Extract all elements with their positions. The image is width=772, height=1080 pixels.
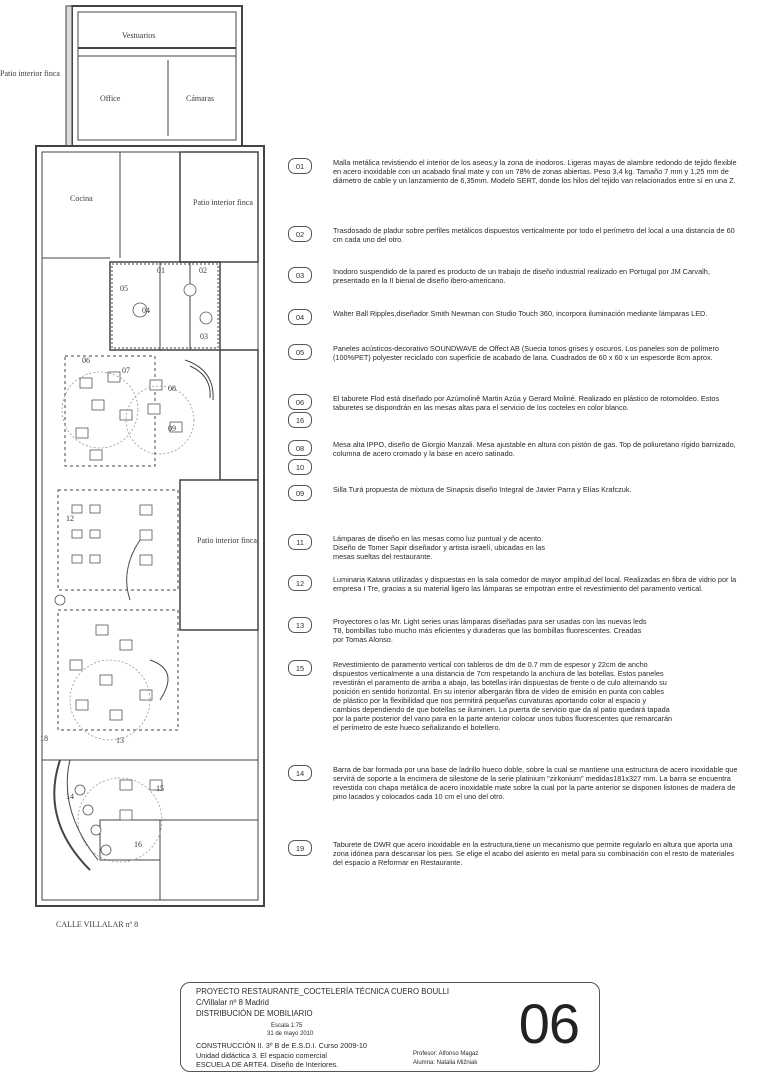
sheet-title: DISTRIBUCIÓN DE MOBILIARIO [196, 1009, 313, 1018]
legend-text: Barra de bar formada por una base de ladrillo hueco doble, sobre la cual se mantiene una estructura de acero inoxidable que servirá de soporte a la encimera de silestone de la serie platinium "zirkonium" medidas181x327 mm. La barra se encuentra revestida con chapa metálica de acero inoxidable mate sobre la cual por la parte anterior se disponen listones de madera de pino lacados y colocados cada 10 cm el uno del otro. [333, 765, 738, 801]
patio-label-top: Patio interior finca [0, 69, 60, 78]
legend-text: Luminaria Katana utilizadas y dispuestas en la sala comedor de mayor amplitud del local. Realizadas en fibra de vidrio por la empresa I Tre, gracias a su material ligero las lámparas se empotran entre el revestimiento del paramento vertical. [333, 575, 737, 593]
legend-text: Paneles acústicos-decorativo SOUNDWAVE de Offect AB (Suecia tonos grises y oscuros. Los paneles son de polímero (100%PET) polyester reciclado con superficie de acabado de lana. Cuadrados de 60 x 60 x un espesorde 8cm aprox. [333, 344, 719, 362]
professor-label: Profesor: Alfonso Magaz [413, 1051, 479, 1057]
legend-number: 02 [288, 226, 312, 242]
plan-marker-15: 15 [156, 784, 164, 793]
room-label-office: Office [100, 94, 121, 103]
legend-number: 19 [288, 840, 312, 856]
legend-text: Revestimiento de paramento vertical con tableros de dm de 0.7 mm de espesor y 22cm de ancho dispuestos verticalmente a una distancia de 7cm respetando la anchura de las botellas. Estos paneles revestirán el paramento de arriba a abajo, las botellas irán dispuestas de frente o de culo alternando su posición en sentido horizontal. En su interior albergarán fibra de vídeo de emisión en punta con cables de plástico por la flexibilidad que nos permitirá pequeñas curvaturas aportando color al espacio y cambios dependiendo de que botellas se iluminen. La puerta de servicio que da al patio quedará tapada por la parte posterior del vano para en la parte anterior colocar unos tubos fluorescentes que remarcarán el perímetro de este hueco señalizando el botellero. [333, 660, 673, 732]
patio-label-lower: Patio interior finca [197, 536, 257, 545]
legend-number: 06 [288, 394, 312, 410]
plan-marker-13: 13 [116, 736, 124, 745]
school-label: ESCUELA DE ARTE4. Diseño de Interiores. [196, 1060, 339, 1069]
plan-marker-14: 14 [66, 792, 74, 801]
plan-marker-04: 04 [142, 306, 150, 315]
legend-number: 11 [288, 534, 312, 550]
sheet-number: 06 [518, 992, 579, 1055]
legend-number: 01 [288, 158, 312, 174]
plan-marker-08: 08 [168, 384, 176, 393]
legend-text: El taburete Flod está diseñado por Azúmolinê Martin Azúa y Gerard Moliné. Realizado en plástico de rotomoldeo. Estos taburetes se dispondrán en las mesas altas para el servicio de los cocteles en color blanco. [333, 394, 720, 412]
student-label: Alumna: Natalia Miźniak [413, 1060, 478, 1066]
legend-number: 03 [288, 267, 312, 283]
project-title: PROYECTO RESTAURANTE_COCTELERÍA TÉCNICA CUERO BOULLI [196, 987, 450, 996]
legend-number: 15 [288, 660, 312, 676]
furniture-legend [288, 0, 772, 900]
title-block [180, 982, 600, 1072]
patio-label-middle: Patio interior finca [193, 198, 253, 207]
legend-text: Malla metálica revistiendo el interior de los aseos,y la zona de inodoros. Ligeras mayas de alambre redondo de tejido flexible en acero inoxidable con un acabado final mate y con un 78% de zonas abiertas. Peso 3,4 kg. Tamaño 7 mm y 1,25 mm de diámetro de cable y un lanzamiento de 6,35mm. Modelo SERT, donde los hilos del tejido van relacionados entre sí en una Z. [333, 158, 737, 185]
legend-number: 10 [288, 459, 312, 475]
legend-text: Silla Turá propuesta de mixtura de Sinapsis diseño Integral de Javier Parra y Elías Krafczuk. [333, 485, 632, 494]
legend-text: Lámparas de diseño en las mesas como luz puntual y de acento. Diseño de Tomer Sapir diseñador y artista israelí, ubicadas en las mesas sueltas del restaurante. [333, 534, 545, 561]
project-address: C/Villalar nº 8 Madrid [196, 998, 269, 1007]
plan-marker-02: 02 [199, 266, 207, 275]
room-label-cocina: Cocina [70, 194, 93, 203]
legend-number: 09 [288, 485, 312, 501]
legend-number: 04 [288, 309, 312, 325]
plan-marker-12: 12 [66, 514, 74, 523]
legend-text: Proyectores o las Mr. Light series unas lámparas diseñadas para ser usadas con las nuevas leds T8, bombillas tubo mucho más eficientes y duraderas que las bombillas fluorescentes. Creadas por Tomas Alonso. [333, 617, 647, 644]
legend-number: 16 [288, 412, 312, 428]
room-label-camaras: Cámaras [186, 94, 214, 103]
room-label-vestuarios: Vestuarios [122, 31, 156, 40]
legend-number: 12 [288, 575, 312, 591]
plan-marker-09: 09 [168, 424, 176, 433]
plan-marker-03: 03 [200, 332, 208, 341]
plan-marker-07: 07 [122, 366, 130, 375]
scale-label: Escala 1:75 [271, 1023, 303, 1029]
plan-marker-06: 06 [82, 356, 90, 365]
date-label: 31 de mayo 2010 [267, 1031, 314, 1037]
legend-text: Mesa alta IPPO, diseño de Giorgio Manzali. Mesa ajustable en altura con pistón de gas. Top de poliuretano rígido barnizado, columna de acero cromado y la base en acero satinado. [333, 440, 736, 458]
legend-text: Inodoro suspendido de la pared es producto de un trabajo de diseño industrial realizado en Portugal por JM Carvalh, presentado en la II bienal de diseño ibero-americano. [333, 267, 710, 285]
legend-number: 13 [288, 617, 312, 633]
legend-text: Taburete de DWR que acero inoxidable en la estructura,tiene un mecanismo que permite regularlo en altura que aporta una zona idónea para descansar los pies. Se elige el acabo del asiento en metal para su combinación con el resto de materiales del espacio a Reformar en Restaurante. [333, 840, 735, 867]
legend-text: Walter Ball Ripples,diseñador Smith Newman con Studio Touch 360, incorpora iluminación mediante lámparas LED. [333, 309, 708, 318]
legend-number: 14 [288, 765, 312, 781]
plan-marker-18: 18 [40, 734, 48, 743]
plan-marker-16: 16 [134, 840, 142, 849]
legend-number: 08 [288, 440, 312, 456]
plan-marker-05: 05 [120, 284, 128, 293]
unit-label: Unidad didáctica 3. El espacio comercial [196, 1051, 328, 1060]
course-label: CONSTRUCCIÓN II. 3º B de E.S.D.I. Curso 2009-10 [196, 1041, 367, 1050]
street-label: CALLE VILLALAR nº 8 [56, 920, 139, 929]
floor-plan [0, 0, 290, 960]
legend-number: 05 [288, 344, 312, 360]
legend-text: Trasdosado de pladur sobre perfiles metálicos dispuestos verticalmente por todo el perímetro del local a una distancia de 60 cm cada uno del otro. [333, 226, 735, 244]
floor-plan-drawing [0, 0, 290, 960]
plan-marker-01: 01 [157, 266, 165, 275]
